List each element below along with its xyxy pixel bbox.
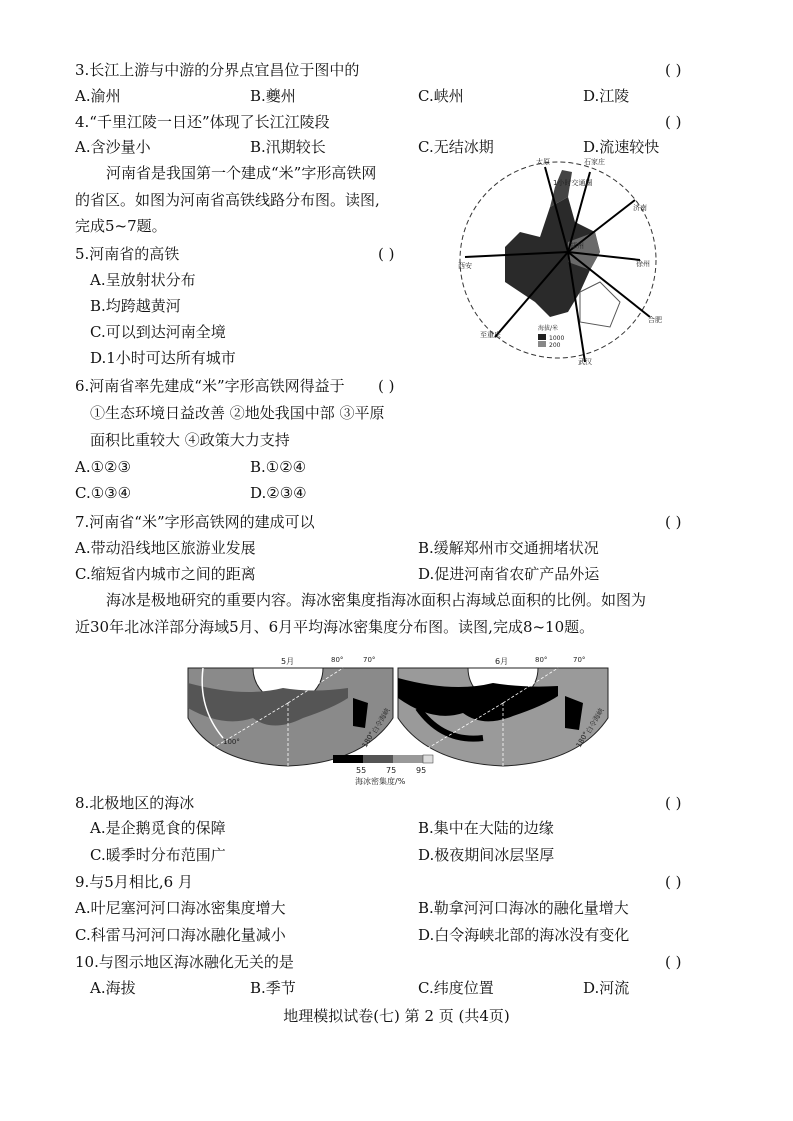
q5-option-a: A.呈放射状分布	[90, 271, 196, 289]
map-label-xuzhou: 徐州	[636, 260, 650, 268]
q9-option-d: D.白令海峡北部的海冰没有变化	[418, 926, 630, 944]
sea-ice-june-map	[398, 656, 608, 766]
q7-stem: 7.河南省“米”字形高铁网的建成可以	[75, 513, 315, 531]
q3-option-b: B.夔州	[250, 87, 296, 105]
q9-option-c: C.科雷马河河口海冰融化量减小	[75, 926, 286, 944]
ice-may-strait: 白令海峡	[370, 706, 392, 735]
page-footer: 地理模拟试卷(七) 第 2 页 (共4页)	[283, 1007, 510, 1025]
q6-option-a: A.①②③	[75, 458, 131, 476]
map-label-to-chongqing: 至重庆	[480, 331, 501, 339]
legend-75: 75	[386, 766, 397, 775]
q8-option-b: B.集中在大陆的边缘	[418, 819, 554, 837]
ice-may-100: 100°	[223, 738, 240, 746]
map-legend-title: 海拔/米	[538, 325, 559, 332]
ice-june-label: 6月	[495, 657, 509, 666]
q4-stem: 4.“千里江陵一日还”体现了长江江陵段	[75, 113, 330, 131]
q3-answer-paren: ( )	[665, 61, 682, 79]
q7-option-d: D.促进河南省农矿产品外运	[418, 565, 600, 583]
ice-june-180: 180°	[574, 730, 591, 749]
ice-may-label: 5月	[281, 657, 295, 666]
q5-option-c: C.可以到达河南全境	[90, 323, 226, 341]
ice-may-70: 70°	[363, 656, 376, 664]
legend-55: 55	[356, 766, 367, 775]
q7-option-b: B.缓解郑州市交通拥堵状况	[418, 539, 599, 557]
legend-title: 海冰密集度/%	[355, 777, 406, 786]
q8-option-a: A.是企鹅觅食的保障	[90, 819, 226, 837]
q7-option-a: A.带动沿线地区旅游业发展	[75, 539, 256, 557]
map-legend-1000: 1000	[549, 335, 565, 342]
henan-map-figure	[450, 152, 665, 367]
ice-june-strait: 白令海峡	[584, 706, 606, 735]
q5-option-d: D.1小时可达所有城市	[90, 349, 236, 367]
q9-option-a: A.叶尼塞河河口海冰密集度增大	[75, 899, 286, 917]
q8-answer-paren: ( )	[665, 794, 682, 812]
q6-option-c: C.①③④	[75, 484, 132, 502]
map-label-one-hour-circle: 1小时交通圈	[553, 179, 593, 187]
map-label-zhengzhou: 郑州	[570, 242, 584, 250]
q6-answer-paren: ( )	[378, 377, 395, 395]
q9-stem: 9.与5月相比,6 月	[75, 873, 193, 891]
q4-answer-paren: ( )	[665, 113, 682, 131]
q7-answer-paren: ( )	[665, 513, 682, 531]
q6-option-d: D.②③④	[250, 484, 307, 502]
q10-stem: 10.与图示地区海冰融化无关的是	[75, 953, 294, 971]
q4-option-c: C.无结冰期	[418, 138, 494, 156]
q3-stem: 3.长江上游与中游的分界点宜昌位于图中的	[75, 61, 360, 79]
q4-option-b: B.汛期较长	[250, 138, 326, 156]
legend-95: 95	[416, 766, 427, 775]
ice-may-180: 180°	[360, 730, 377, 749]
q5-answer-paren: ( )	[378, 245, 395, 263]
q10-option-b: B.季节	[250, 979, 296, 997]
sea-ice-figure	[183, 648, 613, 788]
q3-option-d: D.江陵	[583, 87, 630, 105]
q6-stem: 6.河南省率先建成“米”字形高铁网得益于	[75, 377, 345, 395]
q3-option-a: A.渝州	[75, 87, 121, 105]
map-label-jinan: 济南	[633, 204, 647, 212]
sea-ice-may-map	[188, 656, 393, 766]
ice-legend	[333, 755, 433, 786]
q4-option-a: A.含沙量小	[75, 138, 151, 156]
q4-option-d: D.流速较快	[583, 138, 660, 156]
q10-option-c: C.纬度位置	[418, 979, 494, 997]
q10-answer-paren: ( )	[665, 953, 682, 971]
intro1-line2: 的省区。如图为河南省高铁线路分布图。读图,	[75, 191, 380, 209]
ice-june-80: 80°	[535, 656, 548, 664]
q5-option-b: B.均跨越黄河	[90, 297, 181, 315]
q10-option-d: D.河流	[583, 979, 630, 997]
q9-answer-paren: ( )	[665, 873, 682, 891]
q6-option-b: B.①②④	[250, 458, 307, 476]
ice-june-70: 70°	[573, 656, 586, 664]
intro1-line1: 河南省是我国第一个建成“米”字形高铁网	[106, 164, 377, 182]
q9-option-b: B.勒拿河河口海冰的融化量增大	[418, 899, 629, 917]
q5-stem: 5.河南省的高铁	[75, 245, 180, 263]
q6-choice-line2: 面积比重较大 ④政策大力支持	[90, 431, 290, 449]
map-label-shijiazhuang: 石家庄	[584, 158, 605, 166]
map-label-taiyuan: 太原	[536, 158, 550, 166]
q7-option-c: C.缩短省内城市之间的距离	[75, 565, 256, 583]
intro2-line1: 海冰是极地研究的重要内容。海冰密集度指海冰面积占海域总面积的比例。如图为	[106, 591, 647, 609]
intro1-line3: 完成5~7题。	[75, 217, 167, 235]
intro2-line2: 近30年北冰洋部分海域5月、6月平均海冰密集度分布图。读图,完成8~10题。	[75, 618, 595, 636]
q8-option-c: C.暖季时分布范围广	[90, 846, 226, 864]
ice-may-80: 80°	[331, 656, 344, 664]
q8-option-d: D.极夜期间冰层坚厚	[418, 846, 555, 864]
q6-choice-line1: ①生态环境日益改善 ②地处我国中部 ③平原	[90, 404, 385, 422]
map-legend-200: 200	[549, 342, 561, 349]
q10-option-a: A.海拔	[90, 979, 136, 997]
q8-stem: 8.北极地区的海冰	[75, 794, 195, 812]
map-label-hefei: 合肥	[648, 316, 662, 324]
map-label-wuhan: 武汉	[578, 358, 592, 366]
q3-option-c: C.峡州	[418, 87, 464, 105]
sea-ice-maps	[183, 648, 613, 788]
henan-railway-map	[450, 152, 665, 367]
map-label-xian: 西安	[458, 262, 472, 270]
